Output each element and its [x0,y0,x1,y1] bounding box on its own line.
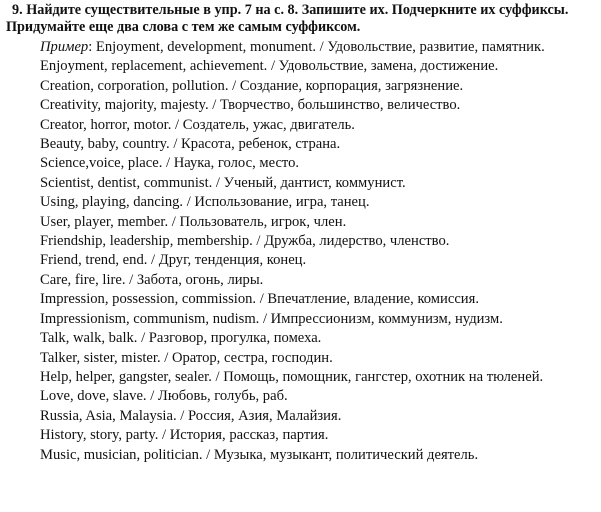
answer-line: Creation, corporation, pollution. / Создание, корпорация, загрязнение. [40,77,464,94]
answer-line: Music, musician, politician. / Музыка, музыкант, политический деятель. [40,446,479,463]
answer-line: Talker, sister, mister. / Оратор, сестра, господин. [40,349,333,366]
example-line [6,38,600,57]
answer-block [6,38,600,465]
answer-line: Impression, possession, commission. / Впечатление, владение, комиссия. [40,291,479,308]
answer-line: Friendship, leadership, membership. / Дружба, лидерство, членство. [40,233,450,250]
example-label: Пример [40,39,89,55]
answer-line: Creativity, majority, majesty. / Творчество, большинство, величество. [40,97,461,114]
answer-line: Love, dove, slave. / Любовь, голубь, раб. [40,388,288,405]
exercise-heading: 9. Найдите существительные в упр. 7 на с. 8. Запишите их. Подчеркните их суффиксы. Придумайте еще два слова с тем же самым суффиксом. [6,2,569,36]
answer-line: Science,voice, place. / Наука, голос, место. [40,155,300,172]
answer-line: Enjoyment, replacement, achievement. / Удовольствие, замена, достижение. [40,58,499,75]
example-text: : Enjoyment, development, monument. / Удовольствие, развитие, памятник. [88,39,545,55]
answer-line: Beauty, baby, country. / Красота, ребенок, страна. [40,136,341,153]
answer-line: User, player, member. / Пользователь, игрок, член. [40,213,347,230]
answer-line: Help, helper, gangster, sealer. / Помощь, помощник, гангстер, охотник на тюленей. [40,368,544,385]
answer-line: Talk, walk, balk. / Разговор, прогулка, помеха. [40,330,322,347]
answer-line: Russia, Asia, Malaysia. / Россия, Азия, Малайзия. [40,407,342,424]
answer-line: Creator, horror, motor. / Создатель, ужас, двигатель. [40,116,355,133]
answer-line: Care, fire, lire. / Забота, огонь, лиры. [40,271,264,288]
answer-line: History, story, party. / История, рассказ, партия. [40,427,329,444]
answer-line: Friend, trend, end. / Друг, тенденция, конец. [40,252,307,269]
answer-line: Scientist, dentist, communist. / Ученый, дантист, коммунист. [40,174,406,191]
answer-line: Using, playing, dancing. / Использование, игра, танец. [40,194,370,211]
answer-line: Impressionism, communism, nudism. / Импрессионизм, коммунизм, нудизм. [40,310,503,327]
